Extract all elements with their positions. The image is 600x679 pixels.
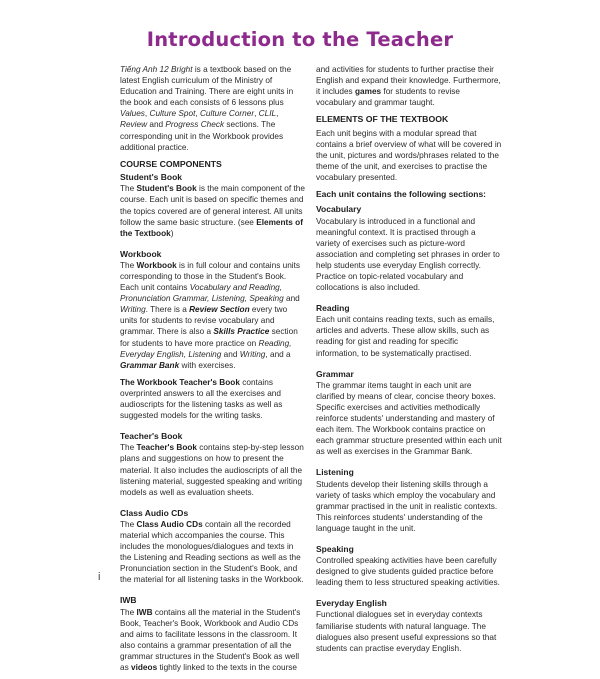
course-components-heading: COURSE COMPONENTS [120,158,222,169]
elements-paragraph: Each unit begins with a modular spread that contains a brief overview of what will be covered in the unit, pictures and words/phrases related to the theme of the unit, and exercises to practise the vocabulary presented. [316,128,502,183]
iwb-continuation-paragraph: and activities for students to further practise their English and expand their knowledge. Furthermore, it includes games for students to revise vocabulary and grammar taught. [316,65,501,108]
class-audio-heading: Class Audio CDs [120,507,189,518]
everyday-english-heading: Everyday English [316,598,387,609]
page-number: i [98,571,101,583]
left-column [120,64,306,679]
workbook-heading: Workbook [120,248,162,259]
listening-heading: Listening [316,467,354,478]
workbook-teachers-book-paragraph: The Workbook Teacher's Book contains overprinted answers to all the exercises and audioscripts for the listening tasks as well as suggested models for the writing tasks. [120,377,283,421]
students-book-heading: Student's Book [120,172,182,183]
grammar-heading: Grammar [316,368,354,379]
reading-paragraph: Each unit contains reading texts, such as emails, articles and adverts. These allow skills, such as reading for gist and reading for specific information, to be systematically practised. [316,315,495,358]
teachers-book-paragraph: The Teacher's Book contains step-by-step lesson plans and suggestions on how to present the material. It also includes the audioscripts of all the listening material, suggested speaking and writing models as well as evaluation sheets. [120,443,304,497]
grammar-paragraph: The grammar items taught in each unit are clarified by means of clear, concise theory boxes. Specific exercises and activities methodically reinforce students' understanding and mastery of each item. The Workbook contains practice on each grammar structure presented within each unit as well as exercises in the Grammar Bank. [316,380,502,457]
intro-paragraph: Tiếng Anh 12 Bright is a textbook based on the latest English curriculum of the Ministry of Education and Training. There are eight units in the book and each consists of 6 lessons plus Values, Culture Spot, Culture Corner, CLIL, Review and Progress Check sections. The corresponding unit in the Workbook provides additional practice. [120,65,294,152]
workbook-paragraph: The Workbook is in full colour and contains units corresponding to those in the Student's Book. Each unit contains Vocabulary and Reading, Pronunciation Grammar, Listening, Speaking and Writing. There is a Review Section every two units for students to revise vocabulary and grammar. There is also a Skills Practice section for students to have more practice on Reading, Everyday English, Listening and Writing, and a Grammar Bank with exercises. [120,260,301,370]
book-title: Tiếng Anh 12 Bright [120,65,193,74]
iwb-heading: IWB [120,595,137,606]
everyday-english-paragraph: Functional dialogues set in everyday contexts familiarise students with natural language. The dialogues also present useful expressions so that students can practise everyday English. [316,610,497,653]
elements-heading: ELEMENTS OF THE TEXTBOOK [316,114,449,125]
right-column [316,64,502,660]
listening-paragraph: Students develop their listening skills through a variety of tasks which employ the vocabulary and grammar practised in the unit in realistic contexts. This reinforces students' understanding of the language taught in the unit. [316,479,498,533]
page-title: Introduction to the Teacher [146,28,454,51]
class-audio-paragraph: The Class Audio CDs contain all the recorded material which accompanies the course. This includes the monologues/dialogues and texts in the Listening and Reading sections as well as the Pronunciation section in the Student's Book, and the material for all listening tasks in the Workbook. [120,519,304,585]
vocabulary-paragraph: Vocabulary is introduced in a functional and meaningful context. It is practised through a variety of exercises such as picture-word association and completing set phrases in order to help students use everyday English correctly. Practice on topic-related vocabulary and collocations is also included. [316,216,500,293]
teachers-book-heading: Teacher's Book [120,431,183,442]
reading-heading: Reading [316,303,350,314]
vocabulary-heading: Vocabulary [316,204,362,215]
students-book-paragraph: The Student's Book is the main component of the course. Each unit is based on specific themes and the topics covered are of general interest. All units follow the same basic structure. (see Elements of the Textbook) [120,184,305,238]
speaking-paragraph: Controlled speaking activities have been carefully designed to give students guided practice before leading them to less structured speaking activities. [316,556,500,588]
iwb-paragraph: The IWB contains all the material in the Student's Book, Teacher's Book, Workbook and Audio CDs and aims to facilitate lessons in the classroom. It also contains a grammar presentation of all the grammar structures in the Student's Book as well as videos tightly linked to the texts in the course [120,607,301,672]
speaking-heading: Speaking [316,543,354,554]
sections-intro: Each unit contains the following sections: [316,189,487,200]
